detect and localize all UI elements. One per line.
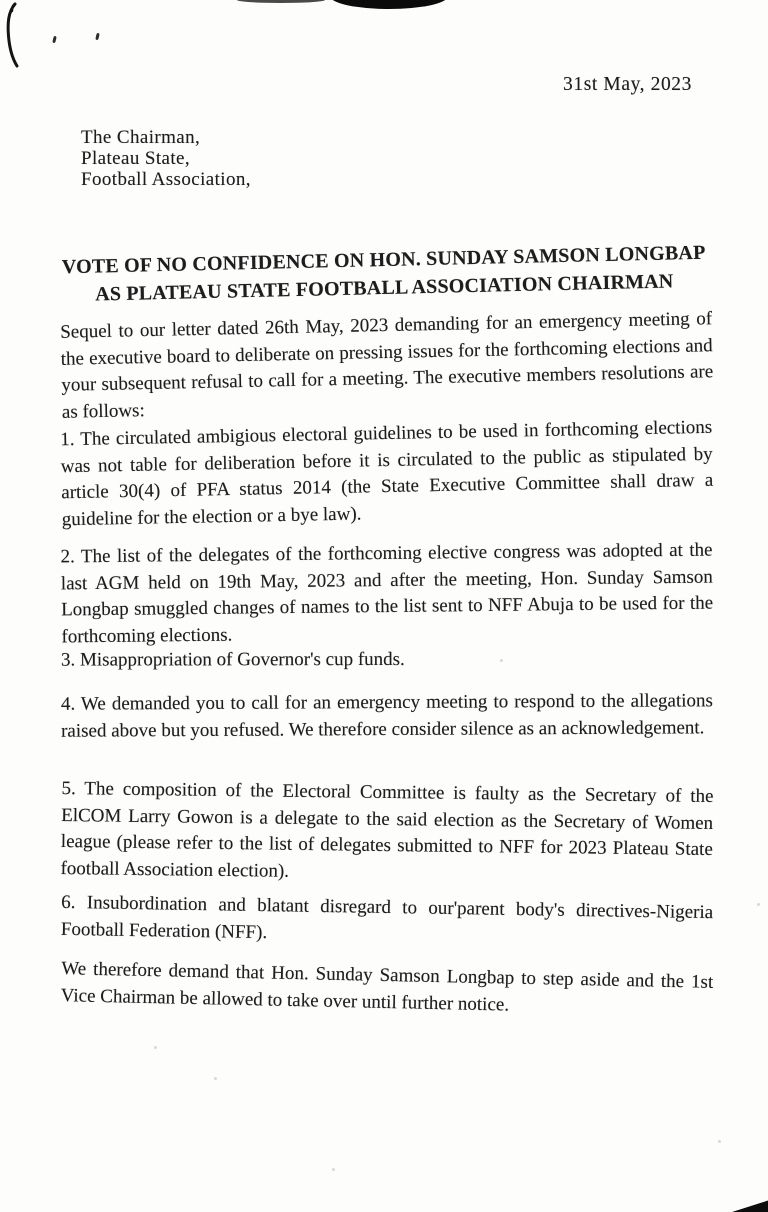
scan-speck	[757, 903, 760, 906]
title-line-2: AS PLATEAU STATE FOOTBALL ASSOCIATION CHAIRMAN	[94, 270, 674, 306]
pen-stroke-mark	[2, 2, 24, 70]
recipient-line-3: Football Association,	[81, 169, 251, 190]
recipient-line-1: The Chairman,	[81, 127, 201, 148]
closing-paragraph: We therefore demand that Hon. Sunday Samson Longbap to step aside and the 1st Vice Chairman be allowed to take over until further notice.	[60, 958, 714, 1016]
resolution-item-4: 4. We demanded you to call for an emergency meeting to respond to the allegations raised above but you refused. We therefore consider silence as an acknowledgement.	[60, 690, 713, 742]
scan-smudge-top-tail	[237, 0, 325, 3]
resolution-item-2: 2. The list of the delegates of the forthcoming elective congress was adopted at the last AGM held on 19th May, 2023 and after the meeting, Hon. Sunday Samson Longbap smuggled changes of names to the list sent to NFF Abuja to be used for the forthcoming elections.	[60, 539, 714, 647]
scan-speck	[154, 1046, 157, 1049]
resolution-item-3: 3. Misappropriation of Governor's cup funds.	[60, 648, 405, 671]
letter-title	[39, 238, 728, 310]
recipient-address	[81, 127, 251, 190]
resolution-item-5: 5. The composition of the Electoral Committee is faulty as the Secretary of the ElCOM Larry Gowon is a delegate to the said election as the Secretary of Women league (please refer to the list of delegates submitted to NFF for 2023 Plateau State football Association election).	[60, 778, 714, 882]
resolution-item-1: 1. The circulated ambigious electoral guidelines to be used in forthcoming elections was not table for deliberation before it is circulated to the public as stipulated by article 30(4) of PFA status 2014 (the State Executive Committee shall draw a guideline for the election or a bye law).	[60, 416, 714, 530]
scan-speck	[332, 1168, 335, 1171]
scan-speck	[214, 1077, 217, 1080]
resolution-item-6: 6. Insubordination and blatant disregard to our'parent body's directives-Nigeria Football Federation (NFF).	[60, 891, 714, 943]
scan-corner-shadow	[732, 1199, 768, 1212]
scan-speck	[718, 1140, 721, 1143]
scan-smudge-top	[330, 0, 448, 9]
recipient-line-2: Plateau State,	[81, 148, 191, 169]
intro-paragraph: Sequel to our letter dated 26th May, 2023 demanding for an emergency meeting of the executive board to deliberate on pressing issues for the forthcoming elections and your subsequent refusal to call for a meeting. The executive members resolutions are as follows:	[60, 308, 714, 423]
letter-date: 31st May, 2023	[563, 74, 693, 95]
title-line-1: VOTE OF NO CONFIDENCE ON HON. SUNDAY SAMSON LONGBAP	[61, 241, 706, 279]
ink-speck-mark	[52, 36, 57, 44]
ink-speck-mark	[95, 33, 100, 41]
